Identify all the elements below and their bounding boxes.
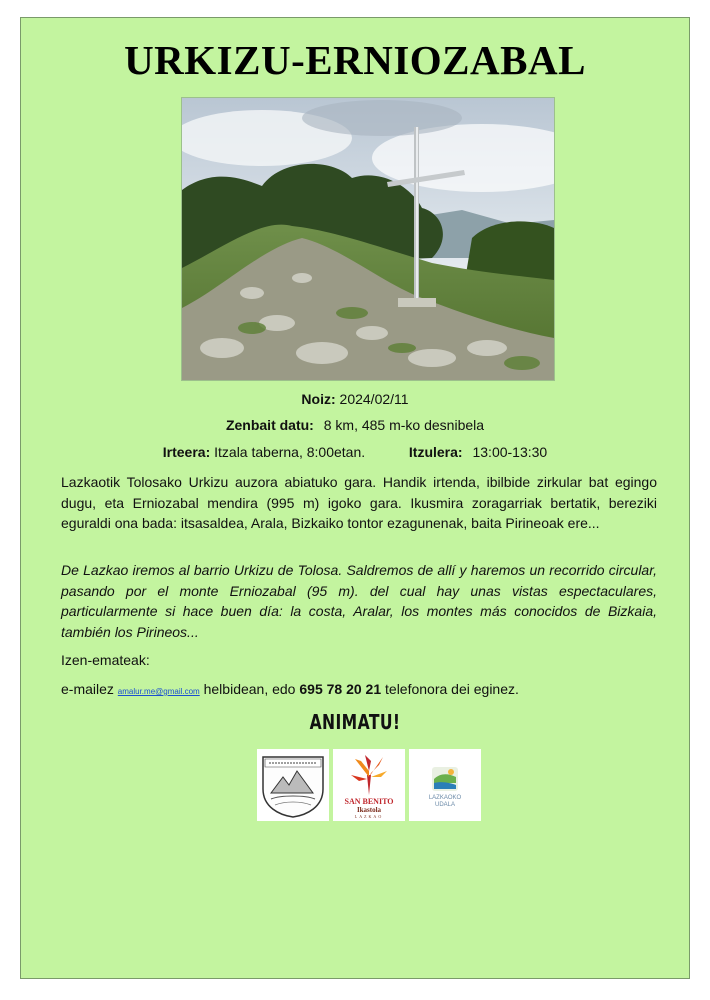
contact-prefix: e-mailez xyxy=(61,681,114,697)
schedule-row xyxy=(21,444,689,460)
description-basque: Lazkaotik Tolosako Urkizu auzora abiatuko gara. Handik irtenda, ibilbide zirkular bat egingo dugu, eta Erniozabal mendira (995 m) igoko gara. Ikusmira zoragarriak bertatik, bereziki eguraldi ona bada: itsasaldea, Arala, Bizkaiko tontor ezagunenak, baita Pirineoak ere... xyxy=(61,474,657,531)
ikastola-name-line2: Ikastola xyxy=(356,806,382,814)
departure-value: Itzala taberna, 8:00etan. xyxy=(214,444,366,460)
return-value: 13:00-13:30 xyxy=(472,444,548,460)
description-spanish: De Lazkao iremos al barrio Urkizu de Tolosa. Saldremos de allí y haremos un recorrido circular, pasando por el monte Erniozabal (95 m). del cual hay unas vistas espectaculares, particularmente si hace buen día: la costa, Aralar, los montes más conocidos de Bizkaia, también los Pirineos... xyxy=(61,562,657,640)
ikastola-logo xyxy=(333,749,405,821)
summit-photo xyxy=(181,97,555,381)
poster xyxy=(20,17,690,979)
info-label: Zenbait datu: xyxy=(225,417,314,433)
town-hall-logo-icon xyxy=(428,761,462,795)
town-hall-line1: LAZKAOKO xyxy=(428,795,462,801)
town-hall-line2: UDALA xyxy=(434,802,455,808)
tree-logo-icon xyxy=(347,753,391,797)
phone-number: 695 78 20 21 xyxy=(299,681,382,697)
info-value: 8 km, 485 m-ko desnibela xyxy=(323,417,485,433)
departure-label: Irteera: xyxy=(162,444,211,460)
mountain-summit-cross-photo-icon xyxy=(182,98,554,380)
town-hall-logo xyxy=(409,749,481,821)
poster-title: URKIZU-ERNIOZABAL xyxy=(124,37,586,83)
date-label: Noiz: xyxy=(301,391,336,407)
return-label: Itzulera: xyxy=(408,444,463,460)
date-row xyxy=(21,391,689,407)
date-value: 2024/02/11 xyxy=(339,391,409,407)
call-to-action: ANIMATU! xyxy=(309,710,401,734)
ikastola-name-line1: SAN BENITO xyxy=(344,797,394,806)
contact-line xyxy=(61,679,657,703)
registration-label: Izen-emateak: xyxy=(61,652,150,668)
contact-middle: helbidean, edo xyxy=(203,681,296,697)
ikastola-name-line3: LAZKAO xyxy=(354,814,384,819)
contact-suffix: telefonora dei eginez. xyxy=(385,681,519,697)
sponsor-logos xyxy=(257,749,481,821)
mountain-club-logo xyxy=(257,749,329,821)
info-row xyxy=(21,417,689,433)
mountain-club-logo-icon xyxy=(257,749,329,821)
email-link[interactable]: amalur.me@gmail.com xyxy=(117,687,200,696)
